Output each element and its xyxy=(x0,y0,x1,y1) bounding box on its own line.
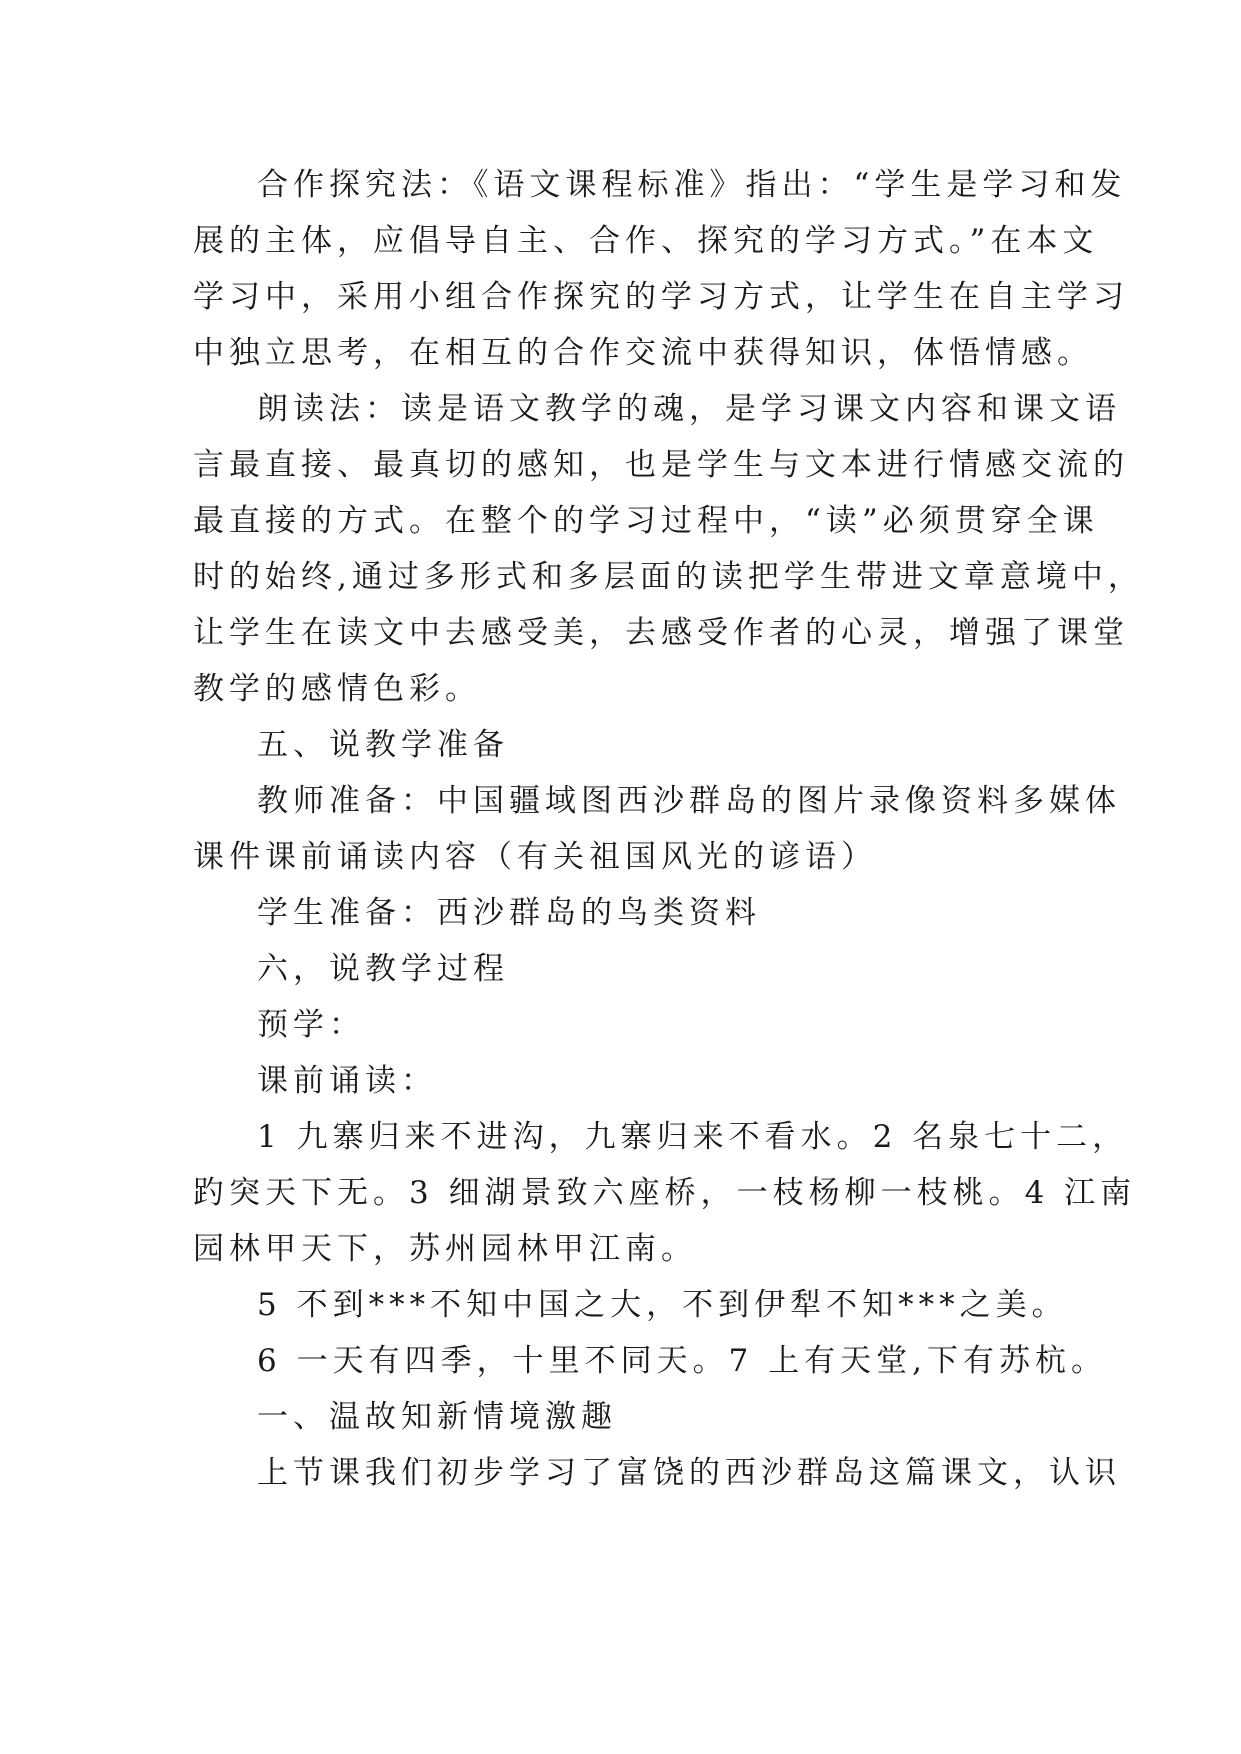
line-text: 言最直接、最真切的感知，也是学生与文本进行情感交流的 xyxy=(193,447,1129,483)
line-text: 趵突天下无。3 细湖景致六座桥，一枝杨柳一枝桃。4 江南 xyxy=(193,1175,1137,1211)
paragraph-line xyxy=(0,1219,1241,1279)
section-heading xyxy=(0,939,1241,999)
paragraph-line xyxy=(0,827,1241,887)
heading-text: 一、温故知新情境激趣 xyxy=(257,1399,617,1435)
paragraph-line xyxy=(0,267,1241,327)
paragraph-line xyxy=(0,155,1241,215)
line-text: 教师准备：中国疆域图西沙群岛的图片录像资料多媒体 xyxy=(257,783,1121,819)
line-text: 5 不到***不知中国之大，不到伊犁不知***之美。 xyxy=(257,1287,1068,1323)
paragraph-line xyxy=(0,491,1241,551)
paragraph-line xyxy=(0,659,1241,719)
line-text: 最直接的方式。在整个的学习过程中，“读”必须贯穿全课 xyxy=(193,503,1099,539)
paragraph-line xyxy=(0,603,1241,663)
paragraph-line xyxy=(0,1275,1241,1335)
line-text: 展的主体，应倡导自主、合作、探究的学习方式。”在本文 xyxy=(193,223,1099,259)
paragraph-line xyxy=(0,211,1241,271)
line-text: 学习中，采用小组合作探究的学习方式，让学生在自主学习 xyxy=(193,279,1129,315)
heading-text: 五、说教学准备 xyxy=(257,727,509,763)
paragraph-line xyxy=(0,1331,1241,1391)
paragraph-line xyxy=(0,771,1241,831)
section-heading xyxy=(0,1387,1241,1447)
line-text: 上节课我们初步学习了富饶的西沙群岛这篇课文，认识 xyxy=(257,1455,1121,1491)
paragraph-line xyxy=(0,323,1241,383)
line-text: 让学生在读文中去感受美，去感受作者的心灵，增强了课堂 xyxy=(193,615,1129,651)
section-heading xyxy=(0,715,1241,775)
paragraph-line xyxy=(0,1443,1241,1503)
line-text: 园林甲天下，苏州园林甲江南。 xyxy=(193,1231,697,1267)
line-text: 朗读法：读是语文教学的魂，是学习课文内容和课文语 xyxy=(257,391,1121,427)
paragraph-line xyxy=(0,379,1241,439)
line-text: 合作探究法：《语文课程标准》指出：“学生是学习和发 xyxy=(257,167,1127,203)
line-text: 时的始终,通过多形式和多层面的读把学生带进文章意境中， xyxy=(193,559,1144,595)
line-text: 预学： xyxy=(257,1007,365,1043)
line-text: 学生准备：西沙群岛的鸟类资料 xyxy=(257,895,761,931)
heading-text: 六，说教学过程 xyxy=(257,951,509,987)
line-text: 6 一天有四季，十里不同天。7 上有天堂,下有苏杭。 xyxy=(257,1343,1108,1379)
line-text: 1 九寨归来不进沟，九寨归来不看水。2 名泉七十二， xyxy=(257,1119,1129,1155)
paragraph-line xyxy=(0,883,1241,943)
paragraph-line xyxy=(0,435,1241,495)
line-text: 中独立思考，在相互的合作交流中获得知识，体悟情感。 xyxy=(193,335,1093,371)
paragraph-line xyxy=(0,1163,1241,1223)
line-text: 课前诵读： xyxy=(257,1063,437,1099)
line-text: 教学的感情色彩。 xyxy=(193,671,481,707)
line-text: 课件课前诵读内容（有关祖国风光的谚语） xyxy=(193,839,877,875)
paragraph-line xyxy=(0,995,1241,1055)
paragraph-line xyxy=(0,1107,1241,1167)
paragraph-line xyxy=(0,547,1241,607)
paragraph-line xyxy=(0,1051,1241,1111)
